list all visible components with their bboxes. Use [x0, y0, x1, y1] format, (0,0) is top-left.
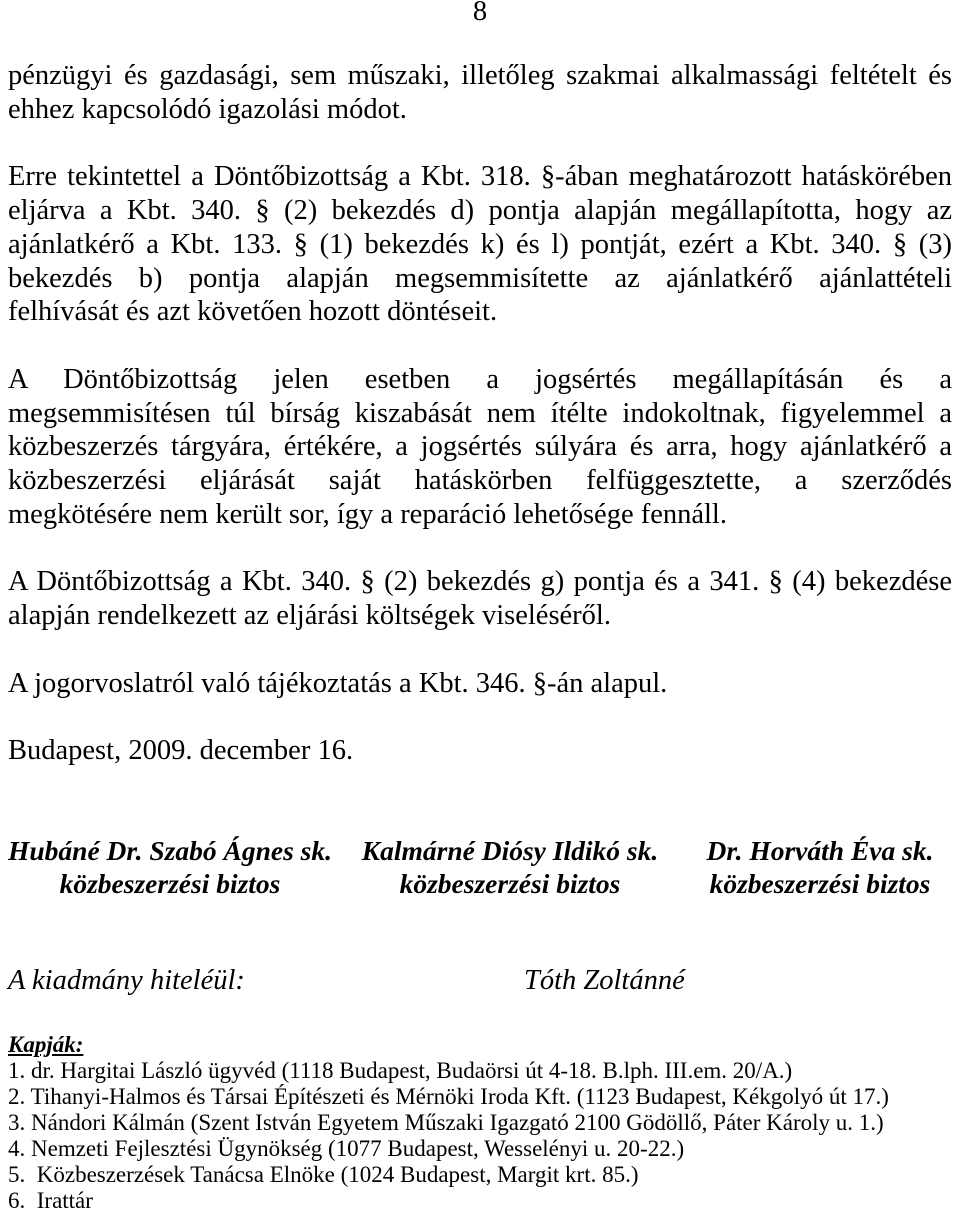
paragraph-legal-remedy	[8, 667, 952, 701]
text-line: felhívását és azt követően hozott döntéseit.	[8, 296, 498, 328]
paragraph-costs	[8, 565, 952, 633]
text-line: bekezdés b) pontja alapján megsemmisítette az ajánlatkérő ajánlattételi	[8, 262, 952, 294]
attestation-label: A kiadmány hiteléül:	[8, 965, 245, 996]
recipient-item: 6. Irattár	[8, 1188, 93, 1213]
signatory-name: Dr. Horváth Éva sk.	[706, 835, 934, 866]
signatory-name: Hubáné Dr. Szabó Ágnes sk.	[8, 835, 332, 866]
text-line: A jogorvoslatról való tájékoztatás a Kbt. 346. §-án alapul.	[8, 667, 668, 699]
signatory-name: Kalmárné Diósy Ildikó sk.	[361, 835, 659, 866]
document-body	[8, 59, 952, 768]
page-number: 8	[472, 0, 488, 27]
recipient-item: 5. Közbeszerzések Tanácsa Elnöke (1024 Budapest, Margit krt. 85.)	[8, 1162, 639, 1187]
text-line: ajánlatkérő a Kbt. 133. § (1) bekezdés k) és l) pontját, ezért a Kbt. 340. § (3)	[8, 228, 952, 260]
text-line: közbeszerzés tárgyára, értékére, a jogsértés súlyára és arra, hogy ajánlatkérő a	[8, 431, 952, 463]
signatory-title: közbeszerzési biztos	[709, 868, 931, 899]
text-line: pénzügyi és gazdasági, sem műszaki, illetőleg szakmai alkalmassági feltételt és	[8, 60, 952, 91]
paragraph-no-fine	[8, 363, 952, 532]
paragraph-annulment	[8, 160, 952, 329]
text-line: A Döntőbizottság a Kbt. 340. § (2) bekezdés g) pontja és a 341. § (4) bekezdése	[8, 566, 952, 598]
paragraph-suitability-conditions	[8, 59, 952, 127]
recipient-item: 1. dr. Hargitai László ügyvéd (1118 Budapest, Budaörsi út 4-18. B.lph. III.em. 20/A.)	[8, 1058, 793, 1083]
text-line: alapján rendelkezett az eljárási költségek viseléséről.	[8, 600, 611, 631]
recipients-heading: Kapják:	[8, 1032, 84, 1057]
signature-block-2	[340, 834, 680, 900]
text-line: megsemmisítésen túl bírság kiszabását nem ítélte indokoltnak, figyelemmel a	[8, 397, 952, 429]
date-line	[8, 734, 952, 768]
place-and-date: Budapest, 2009. december 16.	[8, 735, 354, 766]
text-line: közbeszerzési eljárását saját hatáskörben felfüggesztette, a szerződés	[8, 465, 952, 496]
signatory-title: közbeszerzési biztos	[399, 868, 621, 899]
signatory-title: közbeszerzési biztos	[59, 868, 281, 899]
recipient-item: 3. Nándori Kálmán (Szent István Egyetem Műszaki Igazgató 2100 Gödöllő, Páter Károly u. 1.)	[8, 1110, 884, 1135]
text-line: ehhez kapcsolódó igazolási módot.	[8, 93, 407, 125]
text-line: A Döntőbizottság jelen esetben a jogsértés megállapításán és a	[8, 363, 952, 395]
recipient-item: 4. Nemzeti Fejlesztési Ügynökség (1077 Budapest, Wesselényi u. 20-22.)	[8, 1136, 685, 1161]
signature-block-3	[680, 834, 960, 900]
text-line: Erre tekintettel a Döntőbizottság a Kbt. 318. §-ában meghatározott hatáskörében	[8, 161, 952, 193]
text-line: megkötésére nem került sor, így a reparáció lehetősége fennáll.	[8, 498, 727, 530]
signature-block-1	[0, 834, 340, 900]
attestation-name: Tóth Zoltánné	[524, 965, 685, 996]
text-line: eljárva a Kbt. 340. § (2) bekezdés d) pontja alapján megállapította, hogy az	[8, 195, 952, 226]
recipients-list	[8, 1058, 952, 1214]
recipient-item: 2. Tihanyi-Halmos és Társai Építészeti és Mérnöki Iroda Kft. (1123 Budapest, Kékgolyó út 17.)	[8, 1084, 889, 1109]
